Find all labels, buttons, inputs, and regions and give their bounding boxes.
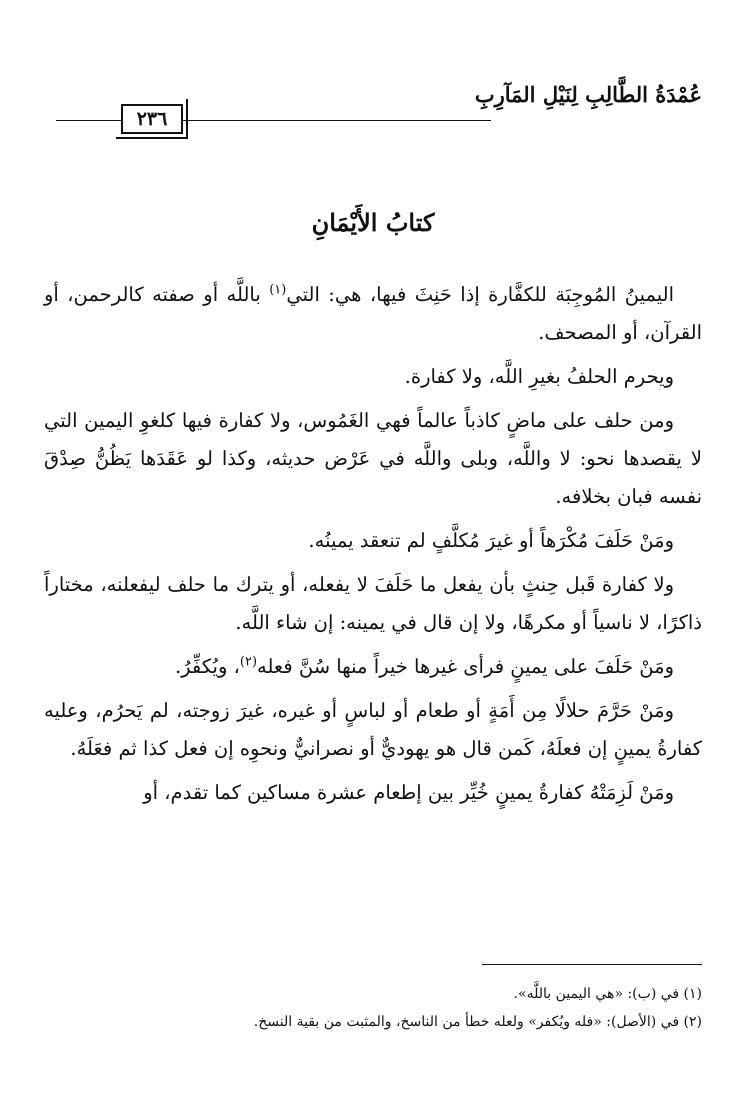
paragraph xyxy=(44,276,702,352)
paragraph-text: ، ويُكفِّرُ. xyxy=(174,655,240,678)
paragraph xyxy=(44,402,702,516)
footnote-reference: (١) xyxy=(269,282,287,298)
footnote: (١) في (ب): «هي اليمين باللَّه». xyxy=(513,986,702,1002)
footnotes xyxy=(44,980,702,1036)
chapter-title: كتابُ الأَيْمَانِ xyxy=(311,208,435,237)
body-text xyxy=(44,276,702,818)
footnote: (٢) في (الأصل): «فله ويُكفر» ولعله خطأ من الناسخ، والمثبت من بقية النسخ. xyxy=(253,1014,702,1030)
paragraph xyxy=(44,648,702,686)
paragraph-text: اليمينُ المُوجِبَة للكفَّارة إذا حَنِثَ فيها، هي: التي xyxy=(286,283,674,306)
running-title: عُمْدَةُ الطَّالِبِ لِنَيْلِ المَآرِبِ xyxy=(474,82,702,107)
paragraph-text: ومَنْ حَرَّمَ حلالًا مِن أَمَةٍ أو طعام أو لباسٍ أو غيره، غيرَ زوجته، لم يَحرُم، وعليه كفارةُ يمينٍ إن فعلَهُ، كَمن قال هو يهوديٌّ أو نصرانيٌّ ونحوِه إن فعل كذا ثم فعَلَهُ. xyxy=(44,699,702,760)
paragraph-text: باللَّه أو صفته كالرحمن، أو القرآن، أو المصحف. xyxy=(44,283,702,344)
paragraph xyxy=(44,692,702,768)
paragraph-text: ومَنْ حَلَفَ على يمينٍ فرأى غيرها خيراً منها سُنَّ فعله xyxy=(257,655,674,678)
paragraph-text: ومَنْ حَلَفَ مُكْرَهاً أو غيرَ مُكلَّفٍ لم تنعقد يمينُه. xyxy=(308,529,674,552)
header-rule-left xyxy=(56,120,106,121)
paragraph xyxy=(44,774,702,812)
paragraph-text: ومن حلف على ماضٍ كاذباً عالماً فهي الغَمُوس، ولا كفارة فيها كلغوِ اليمين التي لا يقصدها نحو: لا واللَّه، وبلى واللَّه في عَرْض حديثه، وكذا لو عَقَدَها يَظُنُّ صِدْقَ نفسه فبان بخلافه. xyxy=(44,409,702,508)
paragraph-text: ويحرم الحلفُ بغيرِ اللَّه، ولا كفارة. xyxy=(404,365,674,388)
page-number: ٢٣٦ xyxy=(121,104,183,134)
paragraph-text: ومَنْ لَزِمَتْهُ كفارةُ يمينٍ خُيِّر بين إطعام عشرة مساكين كما تقدم، أو xyxy=(143,781,674,804)
footnote-reference: (٢) xyxy=(239,654,258,670)
footnote-rule xyxy=(482,964,702,965)
paragraph xyxy=(44,566,702,642)
paragraph xyxy=(44,522,702,560)
paragraph xyxy=(44,358,702,396)
paragraph-text: ولا كفارة قَبل حِنثٍ بأن يفعل ما حَلَفَ لا يفعله، أو يترك ما حلف ليفعلنه، مختاراً ذاكرًا، لا ناسياً أو مكرهًا، ولا إن قال في يمينه: إن شاء اللَّه. xyxy=(44,573,702,634)
